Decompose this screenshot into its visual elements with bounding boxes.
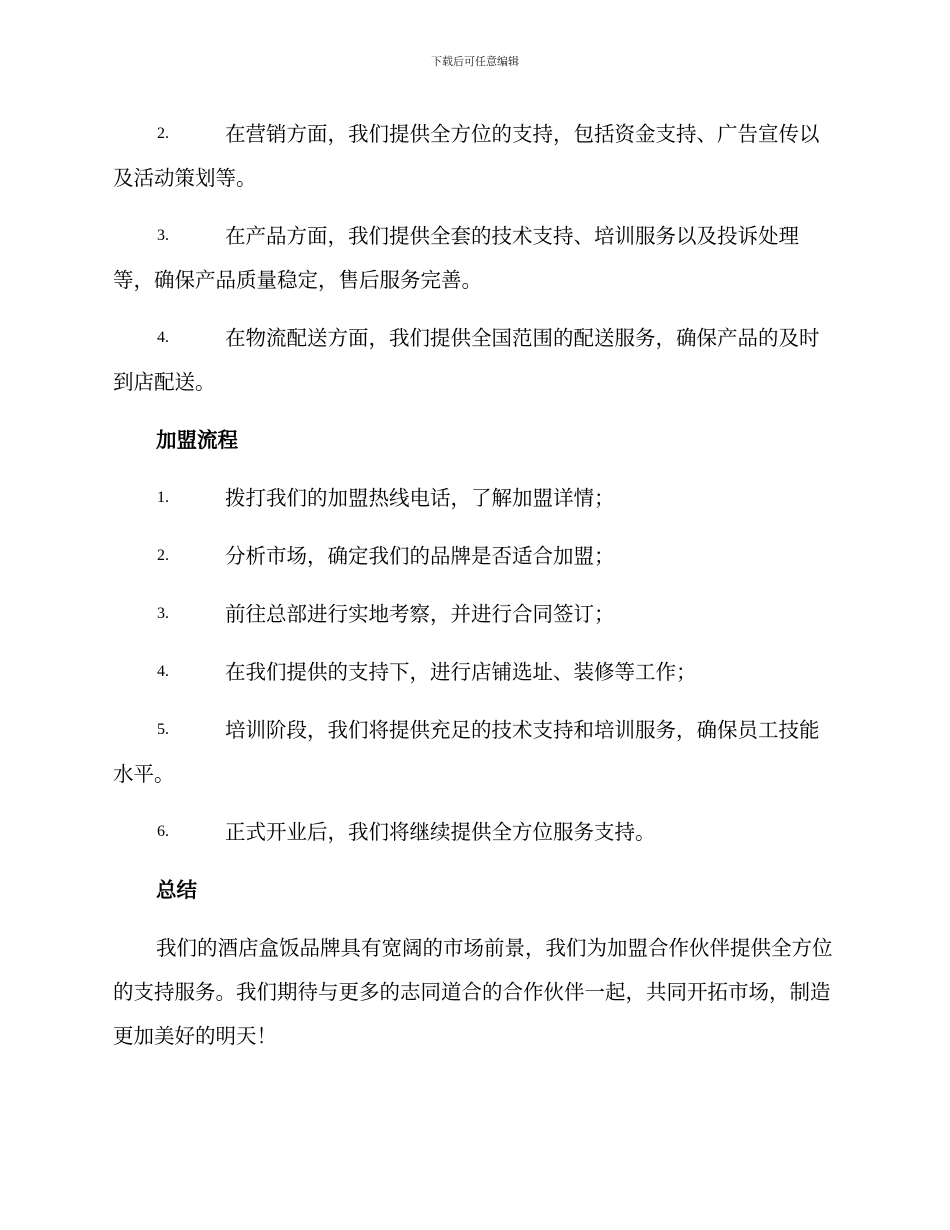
list-text: 培训阶段，我们将提供充足的技术支持和培训服务，确保员工技能水平。 xyxy=(113,718,820,786)
document-body xyxy=(113,112,835,1058)
list-number: 3. xyxy=(157,227,169,244)
list-item xyxy=(113,534,835,578)
list-item xyxy=(113,650,835,694)
list-number: 4. xyxy=(157,663,169,680)
list-number: 2. xyxy=(157,125,169,142)
list-number: 4. xyxy=(157,329,169,346)
list-item xyxy=(113,316,835,404)
list-number: 3. xyxy=(157,605,169,622)
list-item xyxy=(113,708,835,796)
list-number: 5. xyxy=(157,721,169,738)
header-note: 下载后可任意编辑 xyxy=(431,55,519,68)
list-text: 拨打我们的加盟热线电话，了解加盟详情； xyxy=(225,486,615,510)
list-item xyxy=(113,214,835,302)
list-item xyxy=(113,810,835,854)
list-text: 分析市场，确定我们的品牌是否适合加盟； xyxy=(225,544,615,568)
list-number: 6. xyxy=(157,823,169,840)
list-text: 在我们提供的支持下，进行店铺选址、装修等工作； xyxy=(225,660,697,684)
list-text: 在物流配送方面，我们提供全国范围的配送服务，确保产品的及时到店配送。 xyxy=(113,326,820,394)
list-item xyxy=(113,592,835,636)
summary-paragraph: 我们的酒店盒饭品牌具有宽阔的市场前景，我们为加盟合作伙伴提供全方位的支持服务。我们期待与更多的志同道合的合作伙伴一起，共同开拓市场，制造更加美好的明天！ xyxy=(113,936,833,1048)
list-text: 前往总部进行实地考察，并进行合同签订； xyxy=(225,602,615,626)
list-text: 在产品方面，我们提供全套的技术支持、培训服务以及投诉处理等，确保产品质量稳定，售后服务完善。 xyxy=(113,224,799,292)
list-text: 在营销方面，我们提供全方位的支持，包括资金支持、广告宣传以及活动策划等。 xyxy=(113,122,820,190)
section-heading-summary: 总结 xyxy=(156,878,197,902)
section-heading-process: 加盟流程 xyxy=(156,428,238,452)
list-item xyxy=(113,112,835,200)
list-text: 正式开业后，我们将继续提供全方位服务支持。 xyxy=(225,820,656,844)
list-number: 2. xyxy=(157,547,169,564)
list-number: 1. xyxy=(157,489,169,506)
list-item xyxy=(113,476,835,520)
